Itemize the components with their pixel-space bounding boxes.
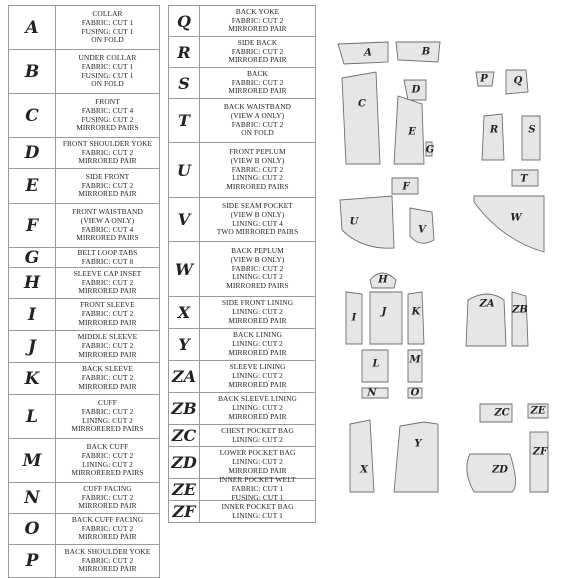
piece-description-line: LINING: CUT 1 [232, 510, 283, 520]
piece-description [56, 331, 159, 362]
piece-U [340, 196, 394, 248]
piece-B-label: B [421, 46, 431, 58]
piece-letter: P [9, 545, 56, 577]
piece-letter: N [9, 483, 56, 513]
piece-description [200, 198, 315, 241]
piece-description [56, 363, 159, 394]
pattern-piece-row [9, 6, 159, 50]
piece-description-line: FRONT SLEEVE [80, 300, 135, 310]
piece-description [56, 514, 159, 544]
piece-description-line: MIRRORED PAIR [78, 189, 137, 199]
pattern-piece-row [169, 425, 315, 447]
piece-ZB [512, 292, 528, 346]
pattern-layout-diagram [322, 30, 570, 576]
piece-description-line: FUSING: CUT 1 [81, 26, 134, 36]
piece-D-label: D [411, 84, 421, 96]
piece-description-line: CHEST POCKET BAG [221, 425, 294, 435]
piece-N-label: N [367, 387, 377, 399]
piece-description-line: (VIEW B ONLY) [230, 155, 285, 165]
piece-B [396, 42, 440, 62]
piece-description-line: MIRRORED PAIR [78, 501, 137, 511]
piece-letter: ZB [169, 393, 200, 424]
piece-description [200, 143, 315, 197]
piece-description-line: BACK SHOULDER YOKE [64, 546, 151, 556]
pattern-piece-row [169, 393, 315, 425]
piece-S-label: S [528, 124, 536, 136]
piece-letter: ZA [169, 361, 200, 392]
piece-description-line: FABRIC: CUT 2 [81, 373, 134, 383]
piece-R-label: R [489, 124, 499, 136]
piece-description-line: MIDDLE SLEEVE [77, 332, 138, 342]
piece-description-line: FABRIC: CUT 2 [81, 309, 134, 319]
piece-description-line: (VIEW A ONLY) [80, 215, 135, 225]
pattern-piece-row [9, 248, 159, 268]
piece-description-line: MIRRORED PAIRS [226, 182, 289, 192]
piece-ZE-label: ZE [530, 405, 546, 417]
piece-description [56, 268, 159, 298]
piece-U-label: U [349, 216, 359, 228]
piece-description-line: BACK YOKE [235, 6, 280, 16]
pattern-piece-row [9, 483, 159, 514]
piece-K [408, 292, 424, 344]
piece-description-line: LINING: CUT 2 [232, 371, 283, 381]
piece-letter: K [9, 363, 56, 394]
piece-description-line: FABRIC: CUT 2 [81, 555, 134, 565]
right-pattern-piece-table [168, 5, 316, 523]
piece-letter: V [169, 198, 200, 241]
pattern-piece-row [9, 138, 159, 169]
piece-ZD-label: ZD [492, 464, 508, 476]
piece-description-line: LINING: CUT 2 [82, 459, 133, 469]
piece-description-line: FABRIC: CUT 2 [81, 180, 134, 190]
piece-description-line: TWO MIRRORED PAIRS [216, 227, 299, 237]
piece-description [56, 6, 159, 49]
pattern-piece-row [169, 99, 315, 143]
piece-letter: T [169, 99, 200, 142]
piece-letter: ZD [169, 447, 200, 478]
piece-letter: C [9, 94, 56, 137]
piece-description-line: FABRIC: CUT 2 [81, 450, 134, 460]
piece-description-line: BACK CUFF [86, 442, 129, 452]
pattern-piece-row [169, 198, 315, 242]
piece-description-line: FABRIC: CUT 2 [81, 406, 134, 416]
piece-description-line: CUFF FACING [83, 483, 132, 493]
piece-S [522, 116, 540, 160]
piece-letter: B [9, 50, 56, 93]
piece-description [200, 447, 315, 478]
piece-description [200, 37, 315, 67]
piece-description-line: LINING: CUT 2 [232, 339, 283, 349]
pattern-piece-row [9, 395, 159, 439]
piece-description-line: SIDE SEAM POCKET [222, 201, 293, 211]
piece-description-line: INNER POCKET BAG [221, 501, 294, 511]
piece-description [56, 50, 159, 93]
piece-J-label: J [381, 306, 387, 318]
piece-Y-label: Y [414, 438, 422, 450]
piece-description [200, 68, 315, 98]
piece-description [56, 395, 159, 438]
piece-description-line: FABRIC: CUT 2 [231, 46, 284, 56]
pattern-piece-row [9, 299, 159, 331]
piece-description-line: FABRIC: CUT 2 [231, 15, 284, 25]
piece-description-line: FABRIC: CUT 2 [231, 119, 284, 129]
piece-ZF-label: ZF [532, 446, 548, 458]
pattern-piece-row [9, 363, 159, 395]
pattern-piece-row [169, 242, 315, 297]
piece-description-line: MIRRORERED PAIRS [71, 468, 144, 478]
piece-description-line: FUSING: CUT 1 [81, 70, 134, 80]
piece-letter: G [9, 248, 56, 267]
piece-A [338, 42, 388, 64]
pattern-piece-row [169, 361, 315, 393]
piece-description-line: FABRIC: CUT 8 [81, 256, 134, 266]
piece-description-line: FABRIC: CUT 2 [231, 77, 284, 87]
piece-description-line: LINING: CUT 4 [232, 218, 283, 228]
piece-description [200, 242, 315, 296]
piece-ZB-label: ZB [512, 304, 528, 316]
piece-X [350, 420, 374, 492]
piece-W-label: W [510, 212, 522, 224]
piece-description-line: FABRIC: CUT 2 [81, 277, 134, 287]
piece-description-line: SLEEVE CAP INSET [73, 268, 142, 278]
pattern-piece-row [169, 143, 315, 198]
piece-description [200, 329, 315, 360]
piece-description-line: UNDER COLLAR [78, 53, 137, 63]
piece-ZC-label: ZC [494, 407, 510, 419]
piece-description-line: LINING: CUT 2 [232, 434, 283, 444]
piece-F-label: F [402, 181, 410, 193]
piece-description-line: MIRRORED PAIR [228, 86, 287, 96]
piece-description [56, 545, 159, 577]
piece-description-line: MIRRORED PAIR [78, 532, 137, 542]
piece-description-line: MIRRORED PAIR [228, 315, 287, 325]
piece-ZA-label: ZA [479, 298, 495, 310]
piece-V-label: V [418, 224, 426, 236]
piece-description [56, 138, 159, 168]
piece-description-line: MIRRORED PAIR [228, 55, 287, 65]
piece-R [482, 114, 504, 160]
piece-description [56, 439, 159, 482]
piece-letter: U [169, 143, 200, 197]
piece-description-line: (VIEW B ONLY) [230, 254, 285, 264]
piece-description-line: FABRIC: CUT 1 [81, 17, 134, 27]
piece-description-line: SIDE FRONT LINING [221, 298, 294, 308]
piece-letter: O [9, 514, 56, 544]
piece-H-label: H [378, 274, 388, 286]
piece-description-line: INNER POCKET WELT [219, 475, 296, 485]
piece-description-line: BACK WAISTBAND [223, 102, 292, 112]
piece-description-line: LOWER POCKET BAG [219, 448, 296, 458]
piece-description-line: ON FOLD [91, 79, 124, 89]
piece-description-line: MIRRORED PAIR [78, 317, 137, 327]
piece-description-line: FABRIC: CUT 2 [81, 341, 134, 351]
piece-description-line: LINING: CUT 2 [232, 403, 283, 413]
piece-description [200, 475, 315, 502]
piece-Y [394, 422, 438, 492]
piece-letter: H [9, 268, 56, 298]
piece-description-line: SLEEVE LINING [229, 362, 286, 372]
piece-description-line: MIRRORED PAIR [78, 286, 137, 296]
piece-description-line: MIRRORED PAIR [228, 411, 287, 421]
pattern-piece-row [9, 204, 159, 248]
piece-description [56, 169, 159, 203]
piece-description-line: MIRRORED PAIR [78, 156, 137, 166]
piece-letter: I [9, 299, 56, 330]
piece-description-line: ON FOLD [241, 128, 274, 138]
piece-P-label: P [480, 73, 488, 85]
pattern-piece-row [169, 68, 315, 99]
piece-description-line: CUFF [98, 398, 117, 408]
piece-C-label: C [358, 98, 366, 110]
piece-description-line: BACK SLEEVE [82, 364, 133, 374]
piece-description-line: LINING: CUT 2 [232, 272, 283, 282]
piece-letter: M [9, 439, 56, 482]
piece-description-line: FRONT SHOULDER YOKE [62, 138, 153, 148]
pattern-piece-row [9, 439, 159, 483]
pattern-piece-row [169, 6, 315, 37]
piece-description-line: FABRIC: CUT 2 [231, 164, 284, 174]
piece-letter: ZC [169, 425, 200, 446]
piece-letter: J [9, 331, 56, 362]
piece-ZF [530, 432, 548, 492]
piece-W [474, 196, 544, 252]
piece-G-label: G [425, 144, 435, 156]
piece-letter: A [9, 6, 56, 49]
piece-description-line: MIRRORED PAIR [228, 465, 287, 475]
pattern-piece-row [169, 447, 315, 479]
piece-description-line: MIRRORED PAIRS [76, 123, 139, 133]
piece-description [200, 361, 315, 392]
piece-description-line: MIRRORED PAIR [228, 24, 287, 34]
pattern-piece-row [9, 94, 159, 138]
piece-I-label: I [351, 312, 357, 324]
pattern-piece-row [169, 329, 315, 361]
piece-letter: W [169, 242, 200, 296]
piece-description-line: FUSING: CUT 1 [231, 492, 284, 502]
piece-letter: S [169, 68, 200, 98]
piece-description-line: MIRRORED PAIRS [226, 281, 289, 291]
piece-description [200, 425, 315, 446]
piece-description-line: FABRIC: CUT 4 [81, 224, 134, 234]
piece-description-line: MIRRORED PAIR [228, 379, 287, 389]
piece-L-label: L [372, 358, 380, 370]
pattern-piece-row [169, 475, 315, 502]
piece-description [56, 299, 159, 330]
piece-description-line: FRONT [95, 97, 120, 107]
left-pattern-piece-table [8, 5, 160, 578]
piece-C [342, 72, 380, 164]
piece-description-line: ON FOLD [91, 35, 124, 45]
piece-description [200, 501, 315, 522]
pattern-piece-row [9, 545, 159, 578]
piece-description [200, 393, 315, 424]
pattern-piece-row [169, 297, 315, 329]
piece-description-line: SIDE FRONT [85, 171, 130, 181]
piece-description-line: FABRIC: CUT 2 [231, 263, 284, 273]
piece-letter: L [9, 395, 56, 438]
piece-description [56, 483, 159, 513]
pattern-piece-row [169, 501, 315, 523]
piece-description [56, 94, 159, 137]
piece-description-line: BACK SLEEVE LINING [218, 394, 297, 404]
piece-description-line: FABRIC: CUT 4 [81, 105, 134, 115]
piece-letter: ZE [169, 479, 200, 500]
pattern-piece-row [9, 514, 159, 545]
piece-description-line: LINING: CUT 2 [232, 457, 283, 467]
piece-description-line: BELT LOOP TABS [77, 247, 138, 257]
pattern-piece-row [9, 50, 159, 94]
piece-description [56, 248, 159, 267]
piece-description-line: MIRRORED PAIR [228, 347, 287, 357]
piece-letter: F [9, 204, 56, 247]
piece-X-label: X [360, 464, 368, 476]
piece-description [56, 204, 159, 247]
piece-description-line: FABRIC: CUT 1 [231, 484, 284, 494]
piece-letter: X [169, 297, 200, 328]
piece-description-line: LINING: CUT 2 [232, 307, 283, 317]
pattern-piece-row [9, 331, 159, 363]
piece-description-line: MIRRORED PAIR [78, 381, 137, 391]
piece-description-line: MIRRORERED PAIRS [71, 424, 144, 434]
piece-letter: D [9, 138, 56, 168]
piece-letter: E [9, 169, 56, 203]
piece-letter: ZF [169, 501, 200, 522]
piece-description-line: SIDE BACK [237, 37, 278, 47]
piece-J [370, 292, 402, 344]
piece-T-label: T [520, 173, 528, 185]
piece-description-line: COLLAR [92, 9, 123, 19]
piece-description-line: FABRIC: CUT 2 [81, 523, 134, 533]
piece-description-line: MIRRORED PAIRS [76, 233, 139, 243]
piece-description-line: FRONT WAISTBAND [72, 207, 143, 217]
piece-description-line: (VIEW B ONLY) [230, 209, 285, 219]
piece-description-line: MIRRORED PAIR [78, 349, 137, 359]
piece-description-line: BACK CUFF FACING [71, 514, 144, 524]
piece-description-line: FRONT PEPLUM [229, 147, 286, 157]
piece-description [200, 297, 315, 328]
piece-description-line: FABRIC: CUT 2 [81, 147, 134, 157]
piece-description-line: LINING: CUT 2 [82, 415, 133, 425]
piece-description-line: MIRRORED PAIR [78, 564, 137, 574]
piece-description-line: BACK LINING [233, 330, 282, 340]
piece-letter: Q [169, 6, 200, 36]
piece-description-line: BACK PEPLUM [231, 246, 284, 256]
piece-description [200, 6, 315, 36]
piece-description-line: FABRIC: CUT 1 [81, 61, 134, 71]
piece-letter: Y [169, 329, 200, 360]
piece-O-label: O [410, 387, 420, 399]
pattern-piece-row [169, 37, 315, 68]
pattern-piece-row [9, 169, 159, 204]
piece-Q-label: Q [513, 75, 523, 87]
piece-description-line: LINING: CUT 2 [232, 173, 283, 183]
piece-description-line: (VIEW A ONLY) [230, 110, 285, 120]
piece-M-label: M [409, 354, 421, 366]
piece-A-label: A [364, 47, 372, 59]
piece-description [200, 99, 315, 142]
piece-description-line: FABRIC: CUT 2 [81, 492, 134, 502]
piece-E-label: E [408, 126, 416, 138]
pattern-piece-row [9, 268, 159, 299]
piece-description-line: FUSING: CUT 2 [81, 114, 134, 124]
piece-K-label: K [411, 306, 421, 318]
piece-description-line: BACK [247, 68, 268, 78]
piece-letter: R [169, 37, 200, 67]
